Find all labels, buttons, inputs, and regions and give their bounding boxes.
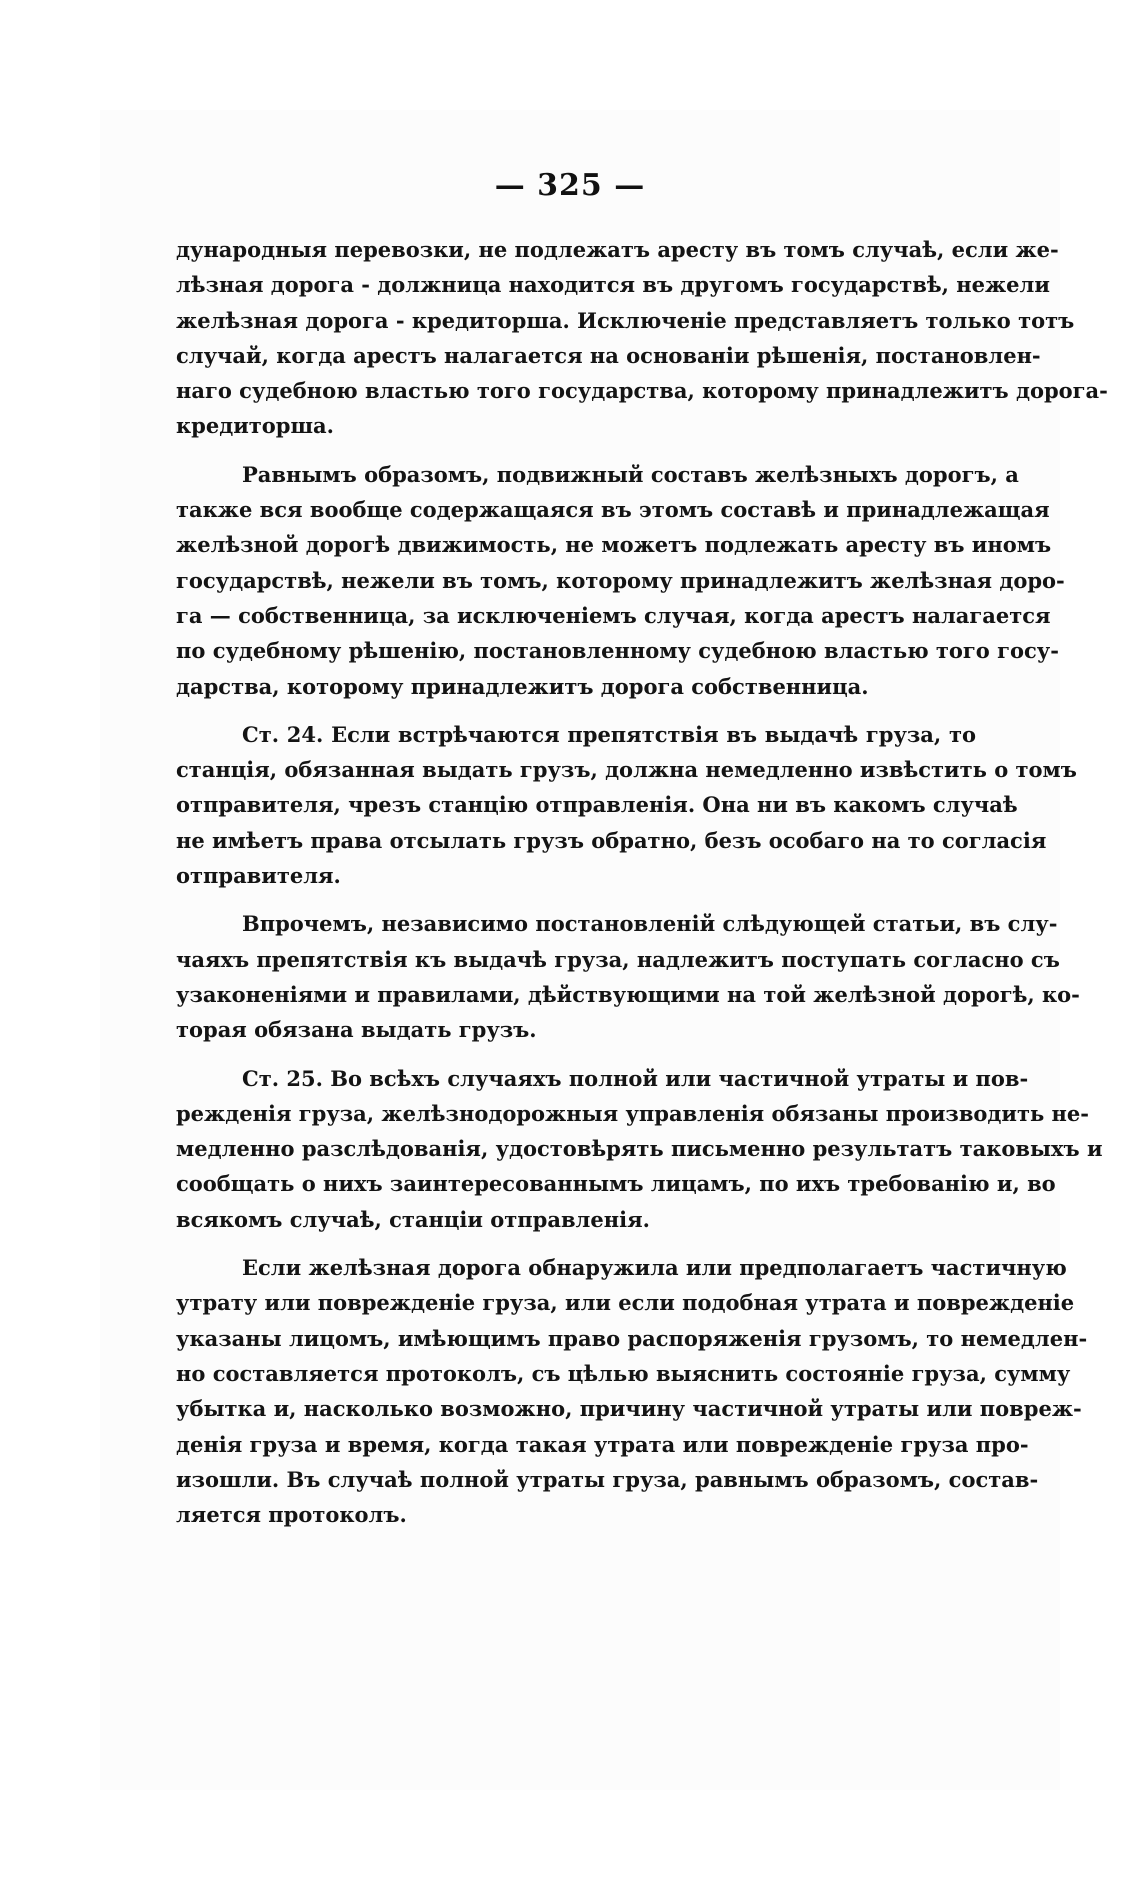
text-line: станція, обязанная выдать грузъ, должна немедленно извѣстить о томъ <box>176 757 1077 783</box>
text-line: Если желѣзная дорога обнаружила или предполагаетъ частичную <box>242 1255 1067 1281</box>
text-line: лѣзная дорога - должница находится въ другомъ государствѣ, нежели <box>176 272 1050 298</box>
text-line: государствѣ, нежели въ томъ, которому принадлежитъ желѣзная доро- <box>176 567 1065 593</box>
text-line: торая обязана выдать грузъ. <box>176 1017 537 1043</box>
text-line: желѣзной дорогѣ движимость, не можетъ подлежать аресту въ иномъ <box>176 532 1052 558</box>
text-line: дународныя перевозки, не подлежатъ аресту въ томъ случаѣ, если же- <box>176 237 1059 262</box>
text-line: изошли. Въ случаѣ полной утраты груза, равнымъ образомъ, состав- <box>176 1466 1039 1492</box>
text-line: Впрочемъ, независимо постановленій слѣдующей статьи, въ слу- <box>242 911 1058 937</box>
page-number: — 325 — <box>494 168 646 203</box>
text-line: не имѣетъ права отсылать грузъ обратно, безъ особаго на то согласія <box>176 827 1047 853</box>
text-line: режденія груза, желѣзнодорожныя управленія обязаны производить не- <box>176 1100 1090 1126</box>
text-line: также вся вообще содержащаяся въ этомъ составѣ и принадлежащая <box>176 497 1050 523</box>
paragraph-article-25 <box>176 1061 1103 1237</box>
text-line: убытка и, насколько возможно, причину частичной утраты или повреж- <box>176 1396 1082 1422</box>
body-text <box>176 232 1108 1545</box>
paragraph-2 <box>176 457 1065 704</box>
text-line: медленно разслѣдованія, удостовѣрять письменно результатъ таковыхъ и <box>176 1136 1103 1162</box>
paragraph-6 <box>176 1250 1088 1532</box>
paragraph-1 <box>176 232 1108 444</box>
text-line: желѣзная дорога - кредиторша. Исключеніе представляетъ только тотъ <box>176 307 1075 333</box>
text-line: указаны лицомъ, имѣющимъ право распоряженія грузомъ, то немедлен- <box>176 1325 1088 1351</box>
paragraph-article-24 <box>176 717 1077 893</box>
text-line: кредиторша. <box>176 413 334 439</box>
text-line: сообщать о нихъ заинтересованнымъ лицамъ, по ихъ требованію и, во <box>176 1171 1056 1197</box>
text-line: утрату или поврежденіе груза, или если подобная утрата и поврежденіе <box>176 1290 1075 1316</box>
text-line: по судебному рѣшенію, постановленному судебною властью того госу- <box>176 638 1059 664</box>
text-line: га — собственница, за исключеніемъ случая, когда арестъ налагается <box>176 602 1051 628</box>
text-line: Равнымъ образомъ, подвижный составъ желѣзныхъ дорогъ, а <box>242 461 1019 487</box>
text-line: чаяхъ препятствія къ выдачѣ груза, надлежитъ поступать согласно съ <box>176 946 1060 972</box>
text-line: Ст. 25. Во всѣхъ случаяхъ полной или частичной утраты и пов- <box>242 1065 1029 1091</box>
text-line: наго судебною властью того государства, которому принадлежитъ дорога- <box>176 378 1108 404</box>
text-line: узаконеніями и правилами, дѣйствующими на той желѣзной дорогѣ, ко- <box>176 981 1080 1007</box>
text-line: случай, когда арестъ налагается на основаніи рѣшенія, постановлен- <box>176 342 1041 368</box>
text-line: всякомъ случаѣ, станціи отправленія. <box>176 1206 650 1232</box>
text-line: ляется протоколъ. <box>176 1502 407 1528</box>
text-line: отправителя, чрезъ станцію отправленія. Она ни въ какомъ случаѣ <box>176 792 1018 818</box>
text-line: Ст. 24. Если встрѣчаются препятствія въ выдачѣ груза, то <box>242 721 976 747</box>
text-line: дарства, которому принадлежитъ дорога собственница. <box>176 673 869 699</box>
paragraph-4 <box>176 906 1080 1047</box>
text-line: денія груза и время, когда такая утрата или поврежденіе груза про- <box>176 1431 1029 1457</box>
text-line: отправителя. <box>176 863 341 889</box>
text-line: но составляется протоколъ, съ цѣлью выяснить состояніе груза, сумму <box>176 1360 1071 1386</box>
